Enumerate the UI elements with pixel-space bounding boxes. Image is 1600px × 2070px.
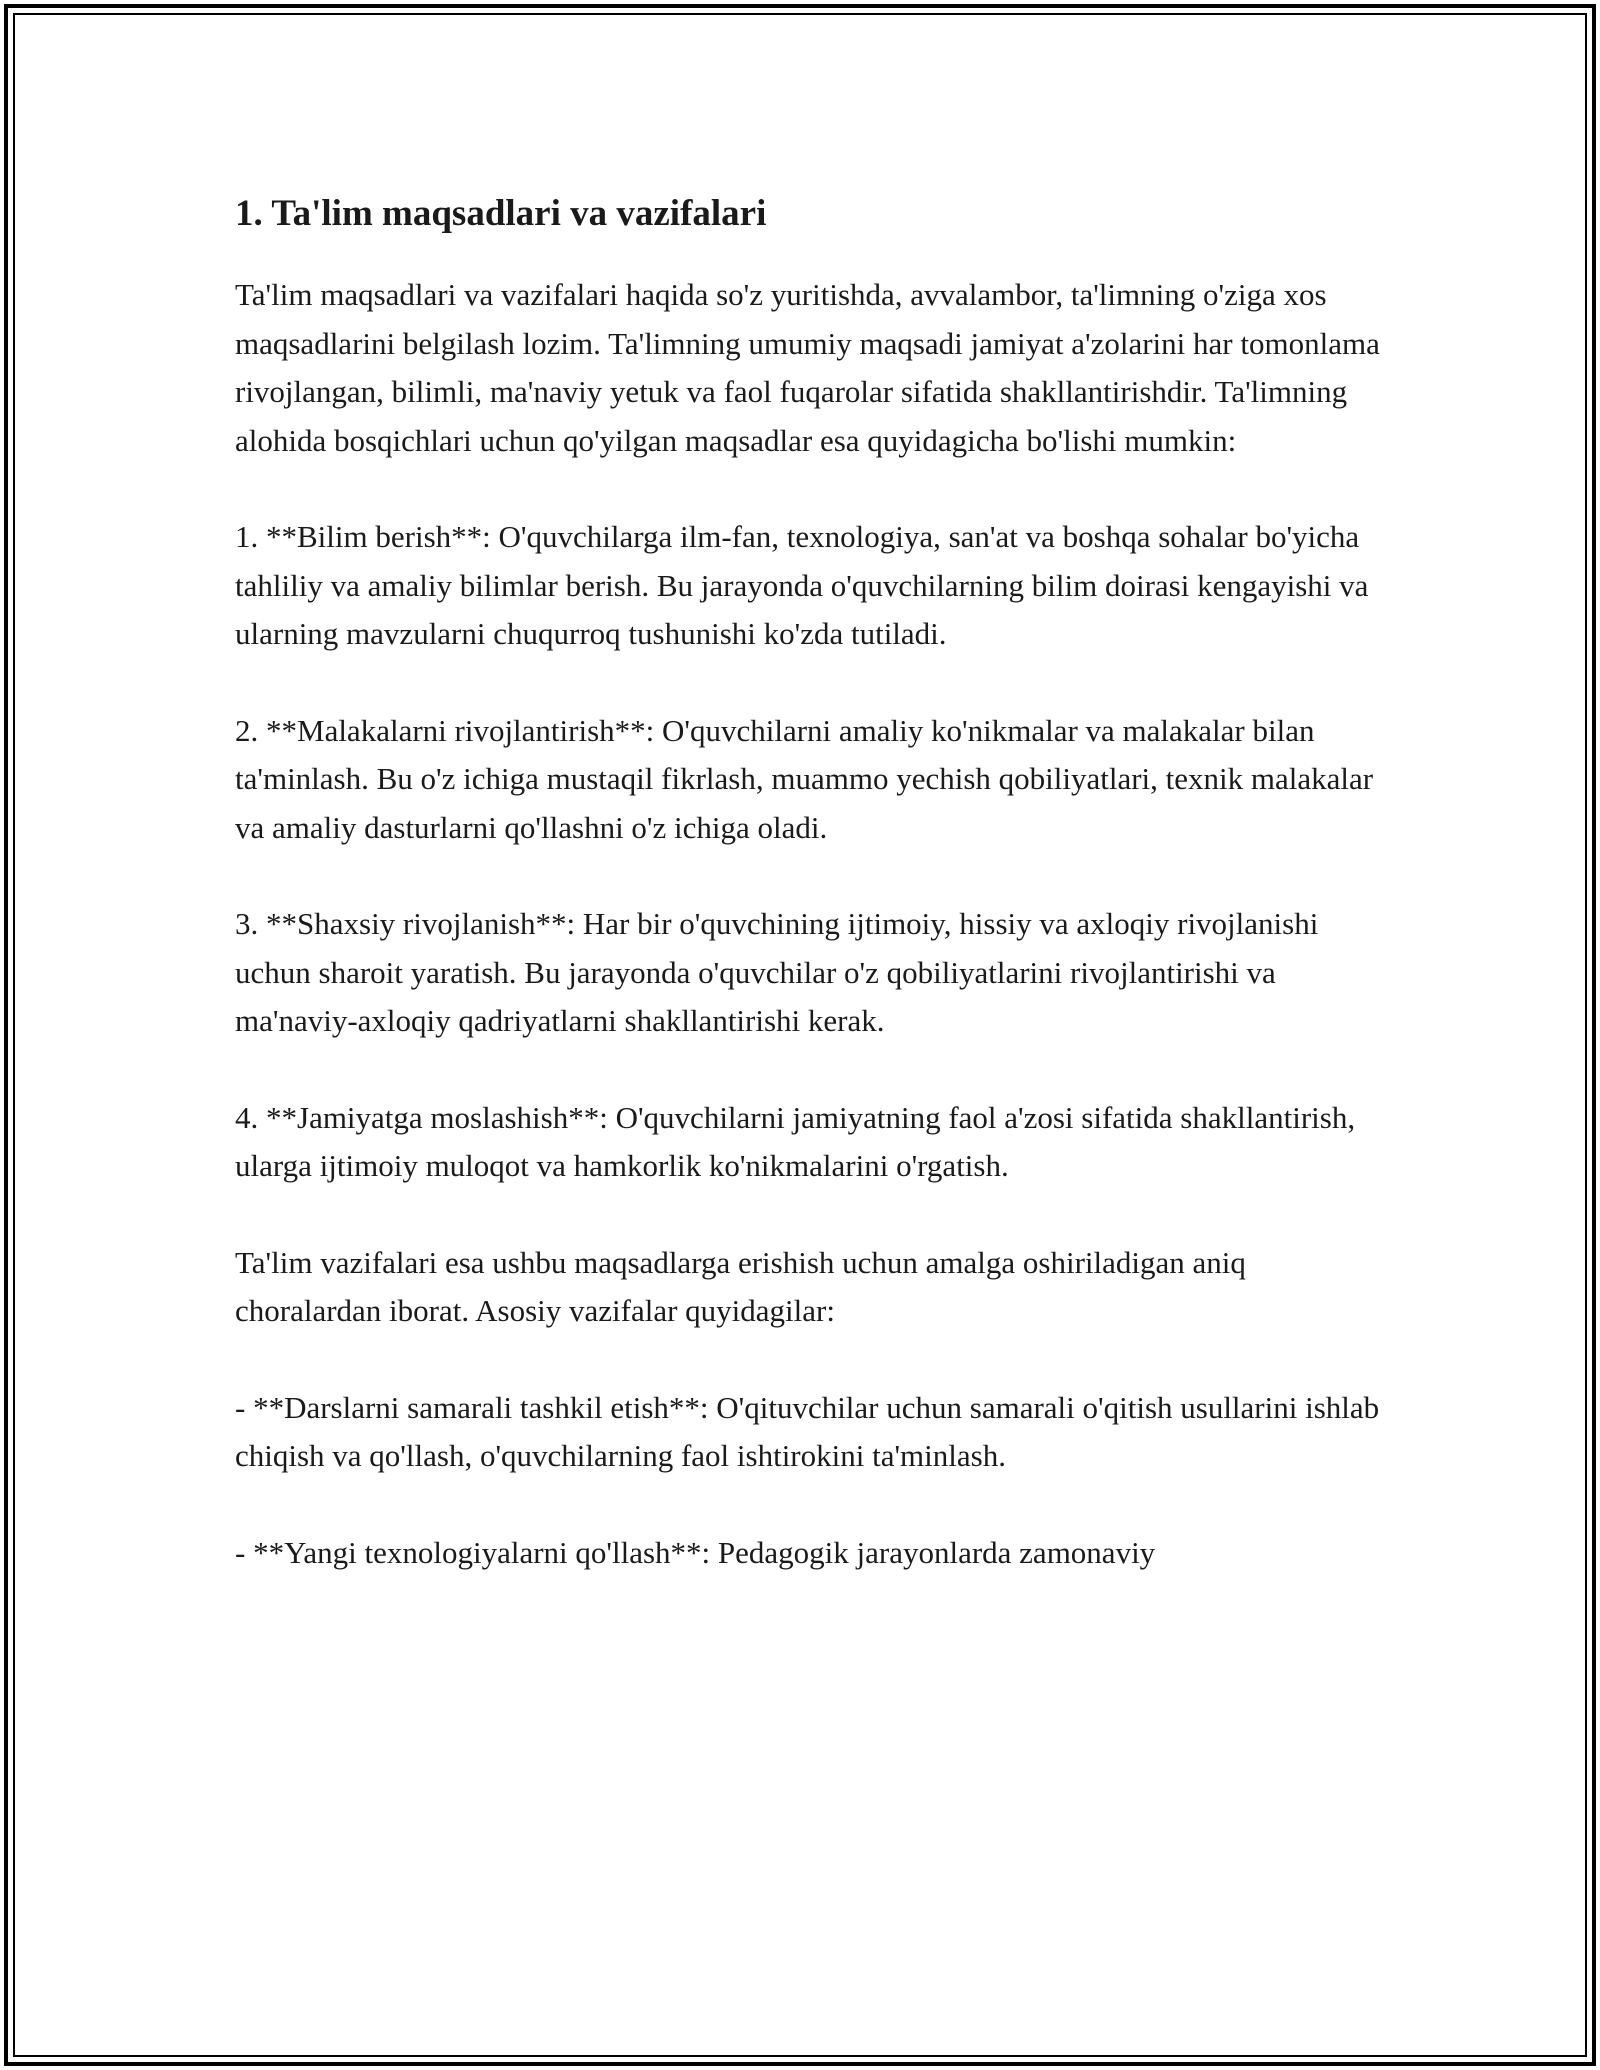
goal-item-knowledge: 1. **Bilim berish**: O'quvchilarga ilm-fan, texnologiya, san'at va boshqa sohalar bo'yicha tahliliy va amaliy bilimlar berish. Bu jarayonda o'quvchilarning bilim doirasi kengayishi va ularning mavzularni chuqurroq tushunishi ko'zda tutiladi. xyxy=(235,519,1369,651)
task-item-technology: - **Yangi texnologiyalarni qo'llash**: Pedagogik jarayonlarda zamonaviy xyxy=(235,1534,1156,1570)
document-content xyxy=(235,185,1385,1625)
task-item-lessons: - **Darslarni samarali tashkil etish**: O'qituvchilar uchun samarali o'qitish usullarini ishlab chiqish va qo'llash, o'quvchilarning faol ishtirokini ta'minlash. xyxy=(235,1389,1380,1473)
section-heading: 1. Ta'lim maqsadlari va vazifalari xyxy=(235,193,767,234)
intro-paragraph: Ta'lim maqsadlari va vazifalari haqida so'z yuritishda, avvalambor, ta'limning o'ziga xos maqsadlarini belgilash lozim. Ta'limning umumiy maqsadi jamiyat a'zolarini har tomonlama rivojlangan, bilimli, ma'naviy yetuk va faol fuqarolar sifatida shakllantirishdir. Ta'limning alohida bosqichlari uchun qo'yilgan maqsadlar esa quyidagicha bo'lishi mumkin: xyxy=(235,277,1380,458)
goal-item-skills: 2. **Malakalarni rivojlantirish**: O'quvchilarni amaliy ko'nikmalar va malakalar bilan ta'minlash. Bu o'z ichiga mustaqil fikrlash, muammo yechish qobiliyatlari, texnik malakalar va amaliy dasturlarni qo'llashni o'z ichiga oladi. xyxy=(235,712,1374,845)
goal-item-social-adaptation: 4. **Jamiyatga moslashish**: O'quvchilarni jamiyatning faol a'zosi sifatida shakllantirish, ularga ijtimoiy muloqot va hamkorlik ko'nikmalarini o'rgatish. xyxy=(235,1099,1356,1183)
goal-item-personal-development: 3. **Shaxsiy rivojlanish**: Har bir o'quvchining ijtimoiy, hissiy va axloqiy rivojlanishi uchun sharoit yaratish. Bu jarayonda o'quvchilar o'z qobiliyatlarini rivojlantirishi va ma'naviy-axloqiy qadriyatlarni shakllantirishi kerak. xyxy=(235,906,1319,1038)
tasks-intro-paragraph: Ta'lim vazifalari esa ushbu maqsadlarga erishish uchun amalga oshiriladigan aniq choralardan iborat. Asosiy vazifalar quyidagilar: xyxy=(235,1244,1246,1328)
